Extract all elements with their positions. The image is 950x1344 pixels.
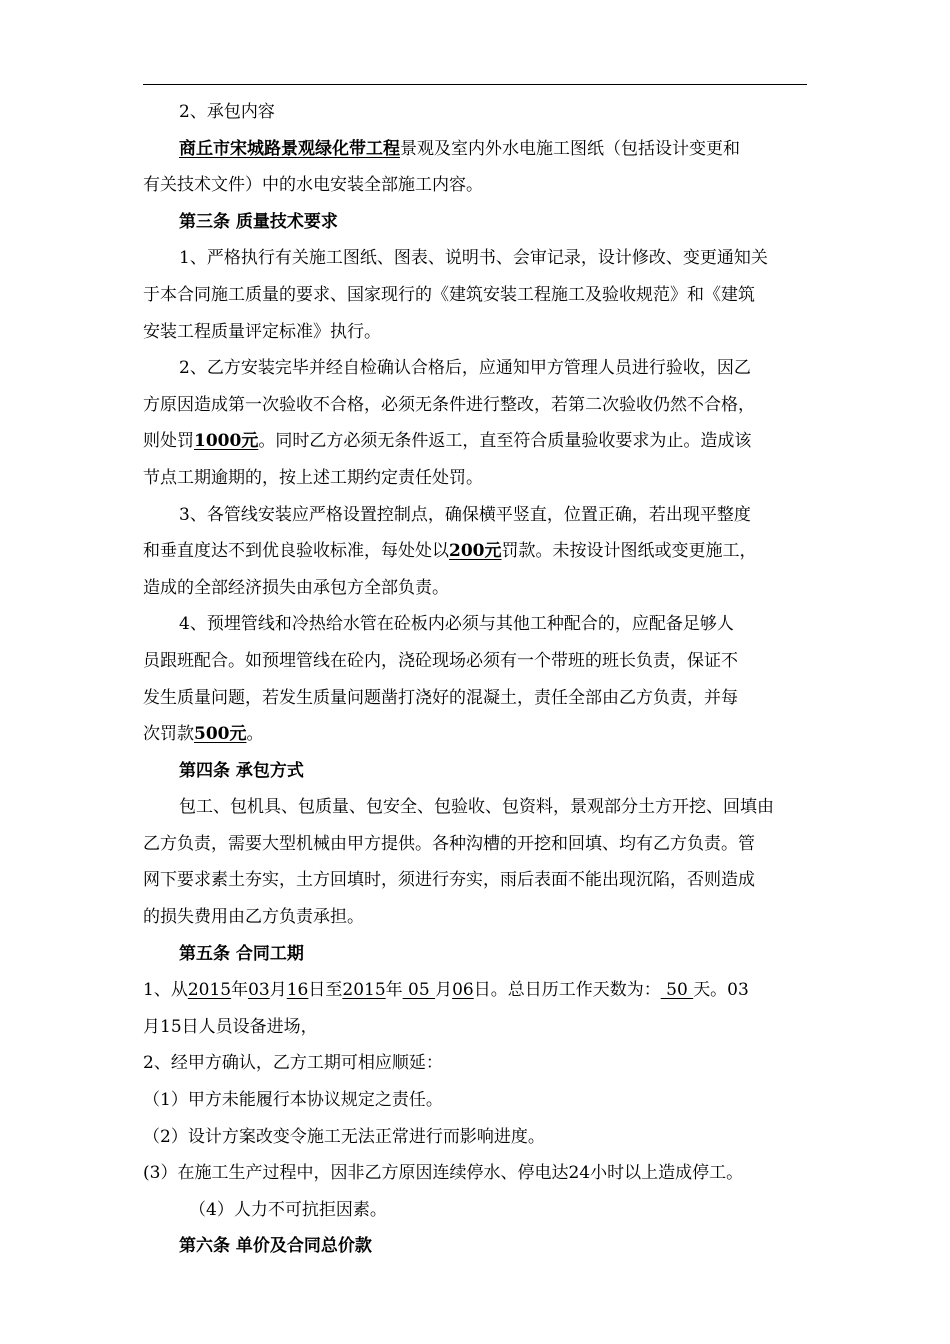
paragraph-line: 包工、包机具、包质量、包安全、包验收、包资料，景观部分土方开挖、回填由	[179, 797, 774, 818]
end-day: 06	[452, 980, 474, 1001]
list-item: （2）设计方案改变令施工无法正常进行而影响进度。	[143, 1126, 545, 1147]
paragraph-line: 有关技术文件）中的水电安装全部施工内容。	[143, 175, 483, 196]
contract-page	[143, 94, 809, 1265]
paragraph-line: 发生质量问题，若发生质量问题凿打浇好的混凝土，责任全部由乙方负责，并每	[143, 687, 738, 708]
schedule-line: 1、从2015年03月16日至2015年 05 月06日。总日历工作天数为： 50 天。03	[143, 980, 749, 1001]
paragraph-line: 则处罚1000元。同时乙方必须无条件返工，直至符合质量验收要求为止。造成该	[143, 431, 752, 452]
start-day: 16	[286, 980, 309, 1001]
list-item: (3）在施工生产过程中，因非乙方原因连续停水、停电达24小时以上造成停工。	[143, 1163, 744, 1184]
section-heading: 2、承包内容	[179, 102, 275, 122]
paragraph-line: 节点工期逾期的，按上述工期约定责任处罚。	[143, 467, 483, 488]
paragraph-line: 于本合同施工质量的要求、国家现行的《建筑安装工程施工及验收规范》和《建筑	[143, 284, 755, 305]
article-title: 第五条 合同工期	[179, 943, 304, 964]
start-month: 03	[248, 980, 270, 1001]
paragraph-line: 商丘市宋城路景观绿化带工程景观及室内外水电施工图纸（包括设计变更和	[179, 138, 740, 159]
article-title: 第三条 质量技术要求	[179, 211, 338, 232]
fine-amount: 1000元	[194, 431, 259, 452]
paragraph-line: 2、经甲方确认，乙方工期可相应顺延：	[143, 1053, 443, 1074]
paragraph-line: 月15日人员设备进场，	[143, 1016, 318, 1037]
paragraph-line: 网下要求素土夯实，土方回填时，须进行夯实，雨后表面不能出现沉陷，否则造成	[143, 870, 755, 891]
start-year: 2015	[187, 980, 232, 1001]
paragraph-line: 的损失费用由乙方负责承担。	[143, 907, 364, 928]
fine-amount: 200元	[449, 541, 502, 562]
article-title: 第六条 单价及合同总价款	[179, 1236, 372, 1257]
paragraph-line: 1、严格执行有关施工图纸、图表、说明书、会审记录，设计修改、变更通知关	[179, 248, 768, 269]
paragraph-line: 方原因造成第一次验收不合格，必须无条件进行整改，若第二次验收仍然不合格，	[143, 394, 755, 415]
list-item: （1）甲方未能履行本协议规定之责任。	[143, 1090, 443, 1111]
paragraph-line: 次罚款500元。	[143, 724, 264, 745]
paragraph-line: 和垂直度达不到优良验收标准，每处处以200元罚款。未按设计图纸或变更施工，	[143, 541, 757, 562]
list-item: （4）人力不可抗拒因素。	[189, 1199, 387, 1220]
article-title: 第四条 承包方式	[179, 760, 304, 781]
header-rule	[143, 84, 807, 85]
end-month: 05	[402, 980, 436, 1001]
project-name: 商丘市宋城路景观绿化带工程	[179, 138, 400, 159]
fine-amount: 500元	[194, 724, 247, 745]
total-days: 50	[660, 980, 694, 1001]
end-year: 2015	[342, 980, 386, 1001]
paragraph-line: 造成的全部经济损失由承包方全部负责。	[143, 577, 449, 598]
paragraph-line: 3、各管线安装应严格设置控制点，确保横平竖直，位置正确，若出现平整度	[179, 504, 751, 525]
paragraph-line: 2、乙方安装完毕并经自检确认合格后，应通知甲方管理人员进行验收，因乙	[179, 358, 751, 379]
paragraph-line: 4、预埋管线和冷热给水管在砼板内必须与其他工种配合的，应配备足够人	[179, 614, 734, 635]
paragraph-line: 员跟班配合。如预埋管线在砼内，浇砼现场必须有一个带班的班长负责，保证不	[143, 650, 738, 671]
paragraph-line: 乙方负责，需要大型机械由甲方提供。各种沟槽的开挖和回填、均有乙方负责。管	[143, 833, 755, 854]
paragraph-line: 安装工程质量评定标准》执行。	[143, 321, 381, 342]
